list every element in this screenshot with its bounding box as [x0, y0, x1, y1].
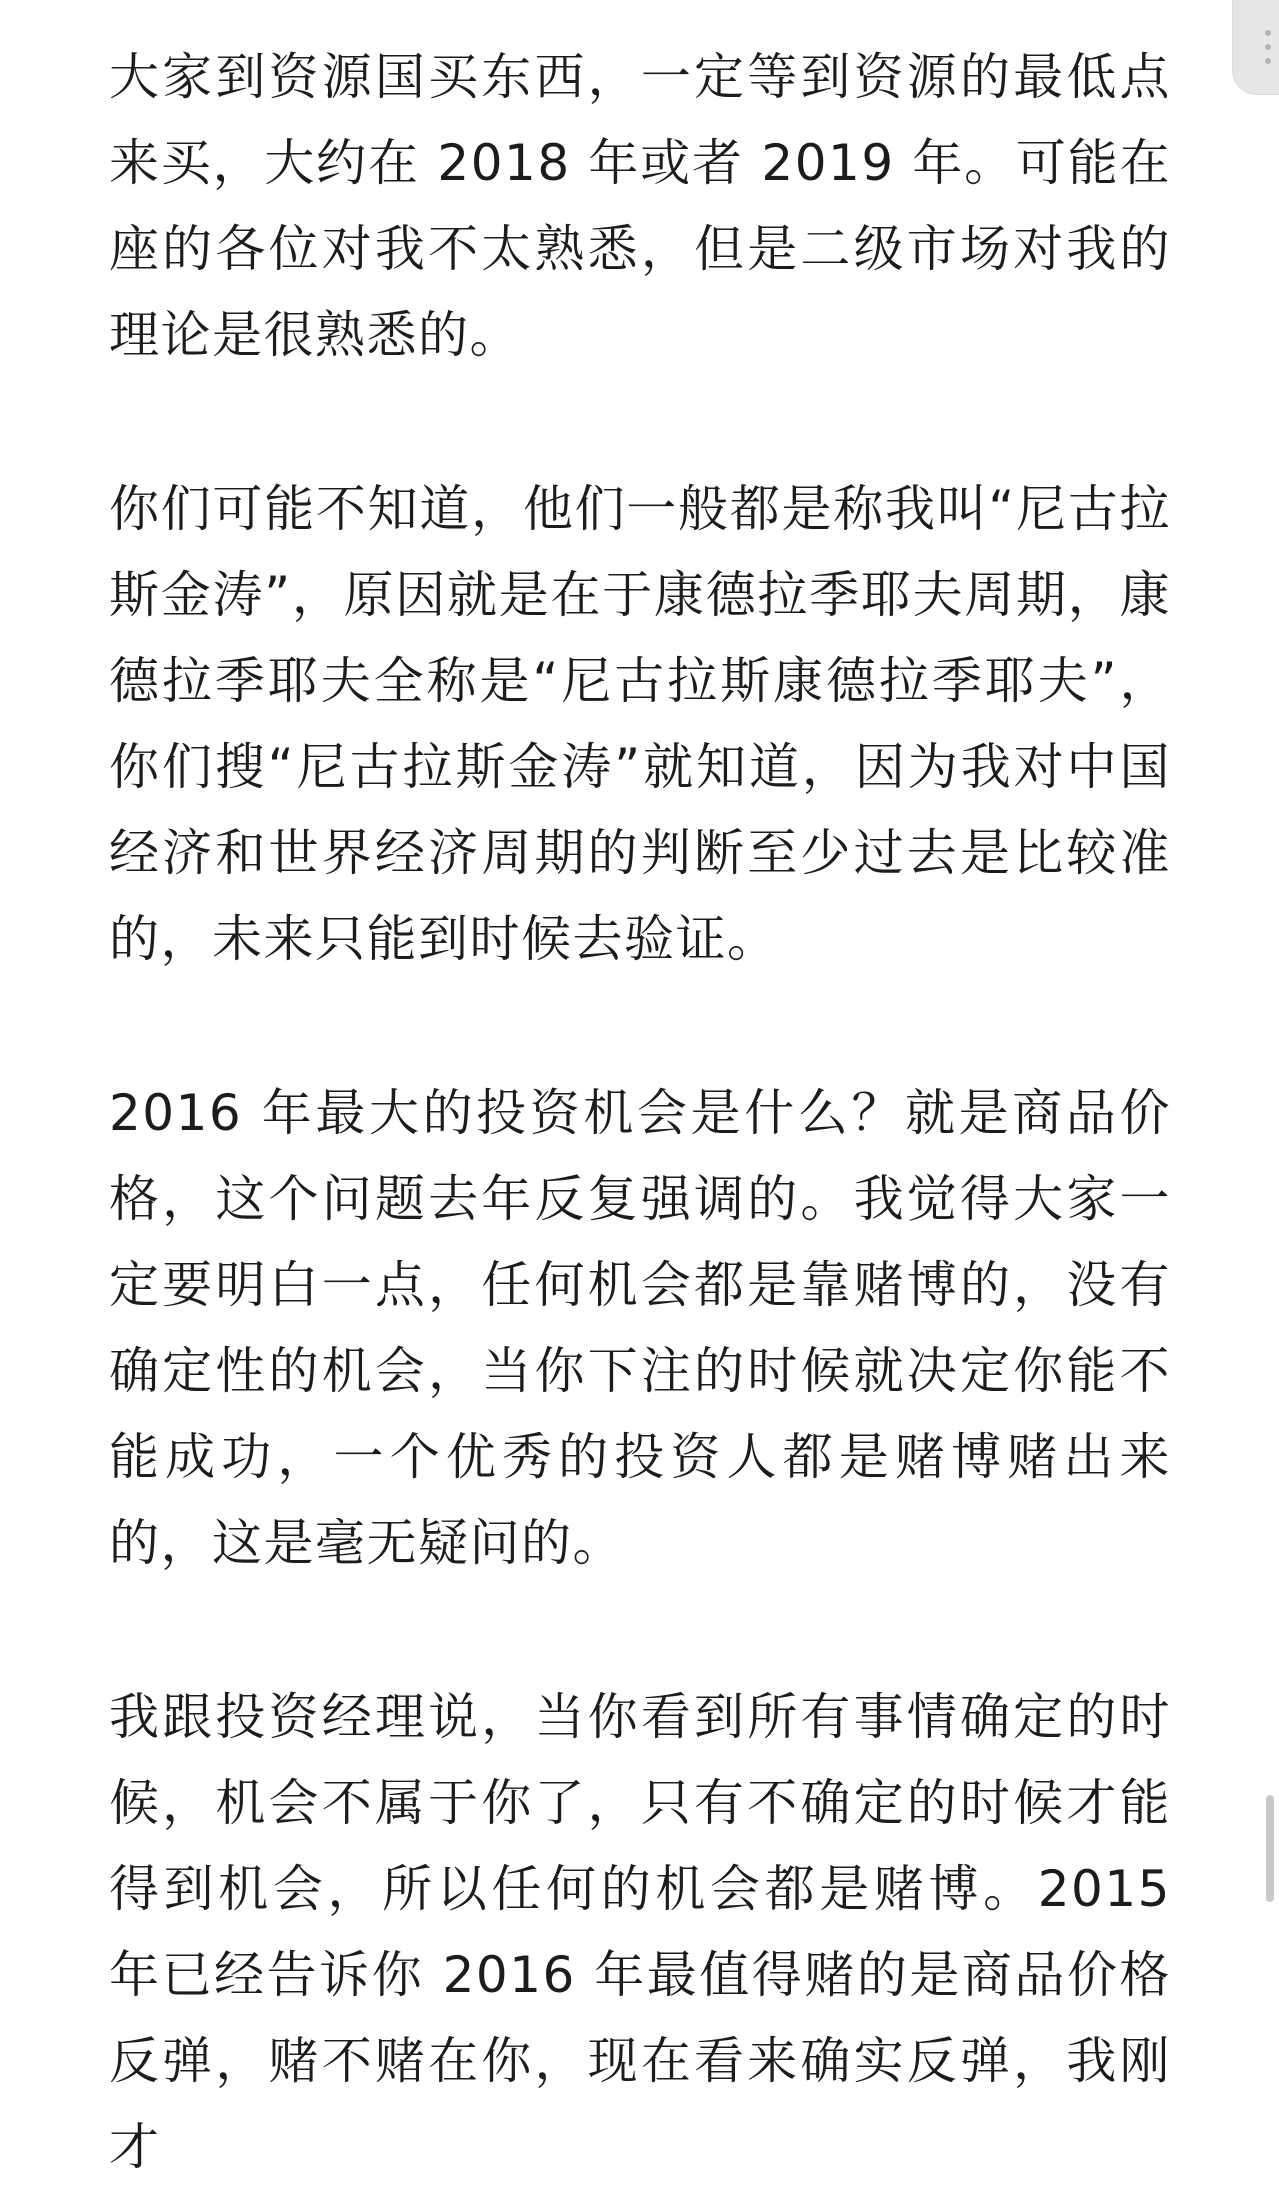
- handle-dot-icon: [1265, 58, 1271, 64]
- article-paragraph: 你们可能不知道，他们一般都是称我叫“尼古拉斯金涛”，原因就是在于康德拉季耶夫周期，康德拉季耶夫全称是“尼古拉斯康德拉季耶夫”，你们搜“尼古拉斯金涛”就知道，因为我对中国经济和世界经济周期的判断至少过去是比较准的，未来只能到时候去验证。: [109, 480, 1171, 968]
- scrollbar-thumb[interactable]: [1266, 1795, 1274, 1902]
- handle-dot-icon: [1265, 44, 1271, 50]
- article-paragraph: 我跟投资经理说，当你看到所有事情确定的时候，机会不属于你了，只有不确定的时候才能得到机会，所以任何的机会都是赌博。2015 年已经告诉你 2016 年最值得赌的是商品价格反弹，赌不赌在你，现在看来确实反弹，我刚才: [109, 1688, 1171, 2176]
- article-paragraph: 2016 年最大的投资机会是什么？就是商品价格，这个问题去年反复强调的。我觉得大家一定要明白一点，任何机会都是靠赌博的，没有确定性的机会，当你下注的时候就决定你能不能成功，一个优秀的投资人都是赌博赌出来的，这是毫无疑问的。: [109, 1084, 1171, 1572]
- scroll-to-top-handle[interactable]: [1233, 0, 1279, 94]
- handle-dot-icon: [1265, 30, 1271, 36]
- article-paragraph: 大家到资源国买东西，一定等到资源的最低点来买，大约在 2018 年或者 2019 年。可能在座的各位对我不太熟悉，但是二级市场对我的理论是很熟悉的。: [109, 48, 1171, 364]
- article-body: [109, 34, 1171, 2190]
